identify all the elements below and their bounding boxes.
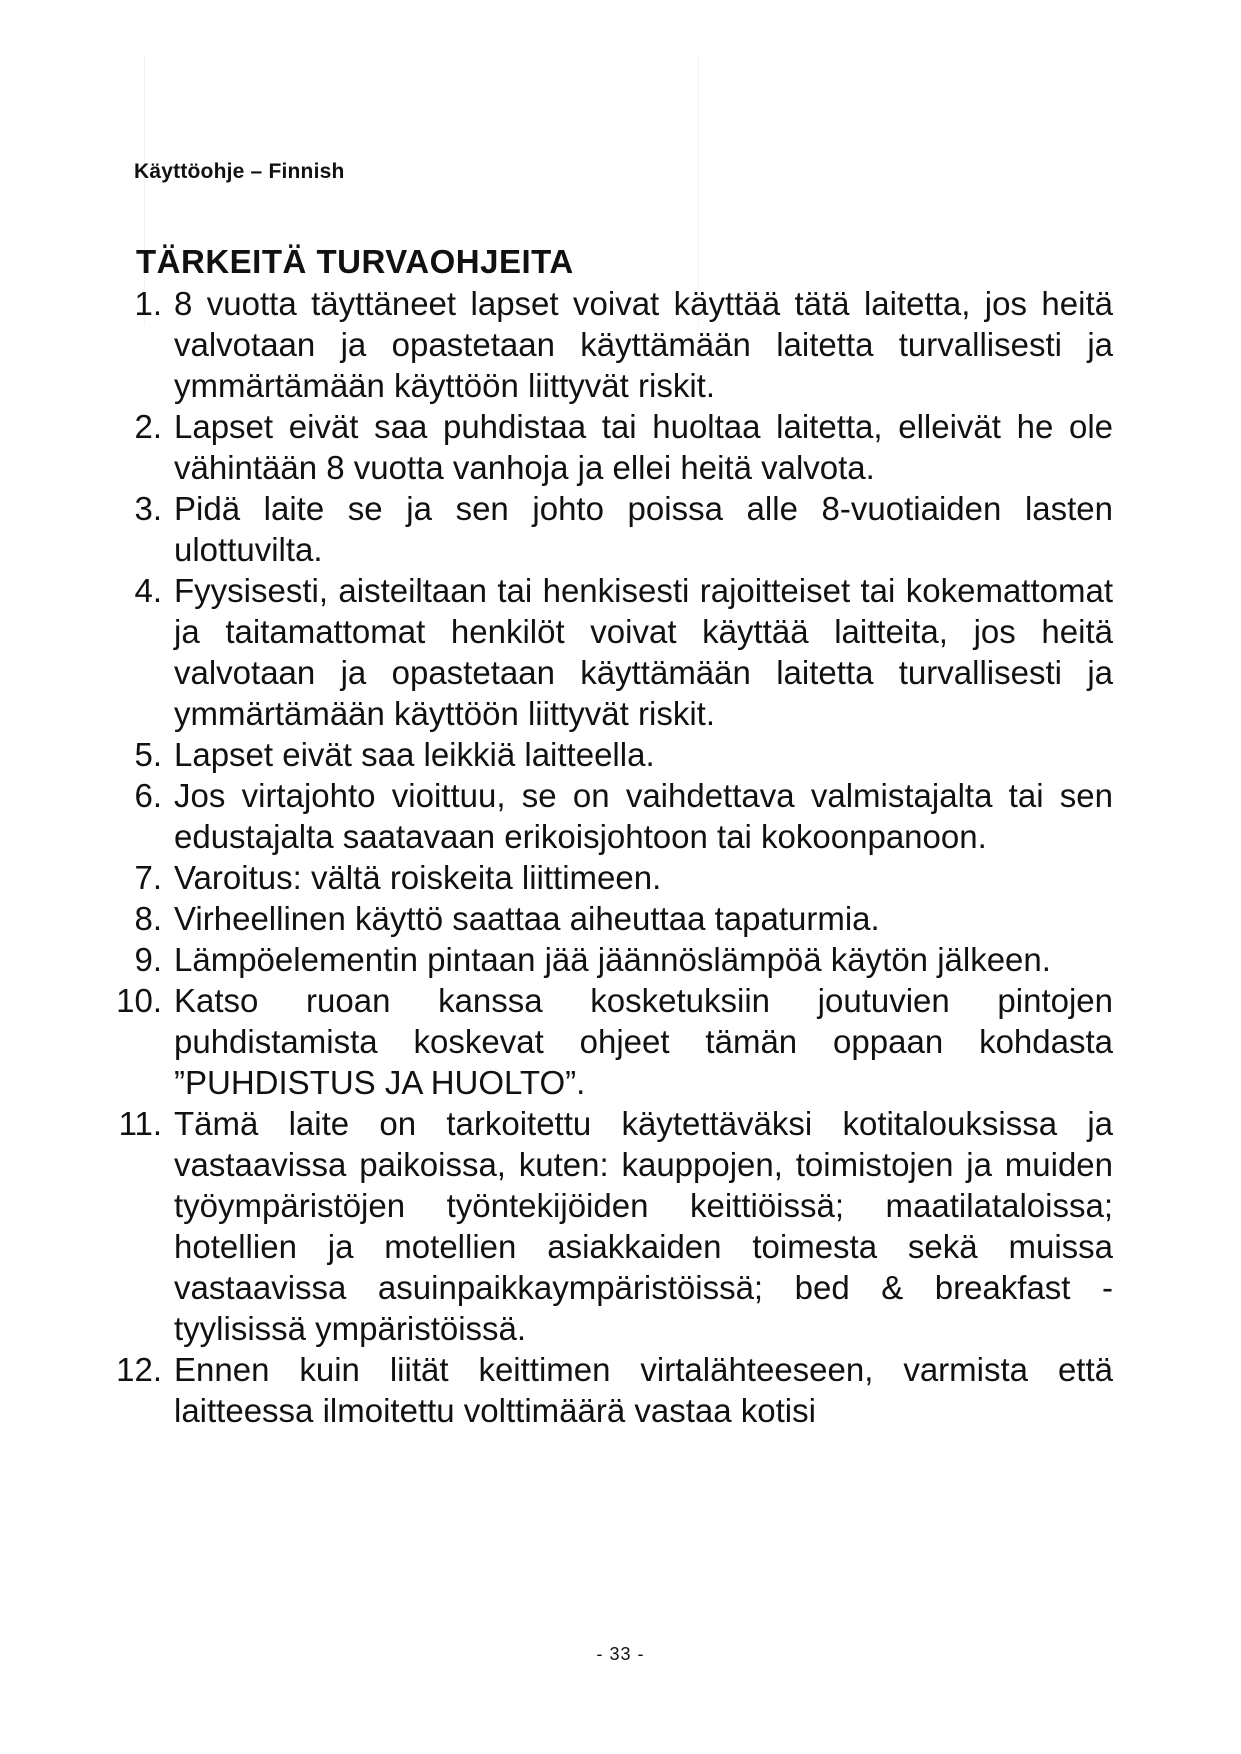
item-number: 10. — [116, 982, 162, 1019]
list-item — [108, 857, 1113, 898]
page-number: - 33 - — [596, 1644, 645, 1664]
item-text: Tämä laite on tarkoitettu käytettäväksi kotitalouksissa ja vastaavissa paikoissa, kuten: kauppojen, toimistojen ja muiden työympäristöjen työntekijöiden keittiöissä; maatilataloissa; hotellien ja motellien asiakkaiden toimesta sekä muissa vastaavissa asuinpaikkaympäristöissä; bed & breakfast -tyylisissä ympäristöissä. — [174, 1105, 1113, 1347]
item-text: Katso ruoan kanssa kosketuksiin joutuvien pintojen puhdistamista koskevat ohjeet tämän oppaan kohdasta ”PUHDISTUS JA HUOLTO”. — [174, 982, 1113, 1101]
item-number: 1. — [134, 285, 162, 322]
safety-instructions-list — [108, 283, 1113, 1431]
list-item — [108, 775, 1113, 857]
item-number: 4. — [134, 572, 162, 609]
item-text: Lapset eivät saa leikkiä laitteella. — [174, 736, 655, 773]
item-number: 8. — [134, 900, 162, 937]
list-item — [108, 734, 1113, 775]
item-number: 3. — [134, 490, 162, 527]
list-item — [108, 488, 1113, 570]
item-text: Pidä laite se ja sen johto poissa alle 8-vuotiaiden lasten ulottuvilta. — [174, 490, 1113, 568]
item-text: 8 vuotta täyttäneet lapset voivat käyttää tätä laitetta, jos heitä valvotaan ja opastetaan käyttämään laitetta turvallisesti ja ymmärtämään käyttöön liittyvät riskit. — [174, 285, 1113, 404]
item-number: 11. — [118, 1105, 162, 1142]
item-number: 5. — [134, 736, 162, 773]
list-item — [108, 898, 1113, 939]
header-label: Käyttöohje – Finnish — [134, 160, 345, 183]
item-number: 12. — [116, 1351, 162, 1388]
list-item — [108, 283, 1113, 406]
item-number: 2. — [134, 408, 162, 445]
list-item — [108, 980, 1113, 1103]
item-text: Ennen kuin liität keittimen virtalähteeseen, varmista että laitteessa ilmoitettu volttimäärä vastaa kotisi — [174, 1351, 1113, 1429]
item-text: Virheellinen käyttö saattaa aiheuttaa tapaturmia. — [174, 900, 880, 937]
item-text: Jos virtajohto vioittuu, se on vaihdettava valmistajalta tai sen edustajalta saatavaan erikoisjohtoon tai kokoonpanoon. — [174, 777, 1113, 855]
item-number: 7. — [134, 859, 162, 896]
item-text: Lämpöelementin pintaan jää jäännöslämpöä käytön jälkeen. — [174, 941, 1051, 978]
list-item — [108, 939, 1113, 980]
list-item — [108, 1349, 1113, 1431]
item-text: Fyysisesti, aisteiltaan tai henkisesti rajoitteiset tai kokemattomat ja taitamattomat henkilöt voivat käyttää laitteita, jos heitä valvotaan ja opastetaan käyttämään laitetta turvallisesti ja ymmärtämään käyttöön liittyvät riskit. — [174, 572, 1113, 732]
list-item — [108, 1103, 1113, 1349]
item-number: 6. — [134, 777, 162, 814]
list-item — [108, 570, 1113, 734]
section-title: TÄRKEITÄ TURVAOHJEITA — [136, 243, 574, 280]
item-number: 9. — [134, 941, 162, 978]
item-text: Varoitus: vältä roiskeita liittimeen. — [174, 859, 662, 896]
item-text: Lapset eivät saa puhdistaa tai huoltaa laitetta, elleivät he ole vähintään 8 vuotta vanhoja ja ellei heitä valvota. — [174, 408, 1113, 486]
list-item — [108, 406, 1113, 488]
